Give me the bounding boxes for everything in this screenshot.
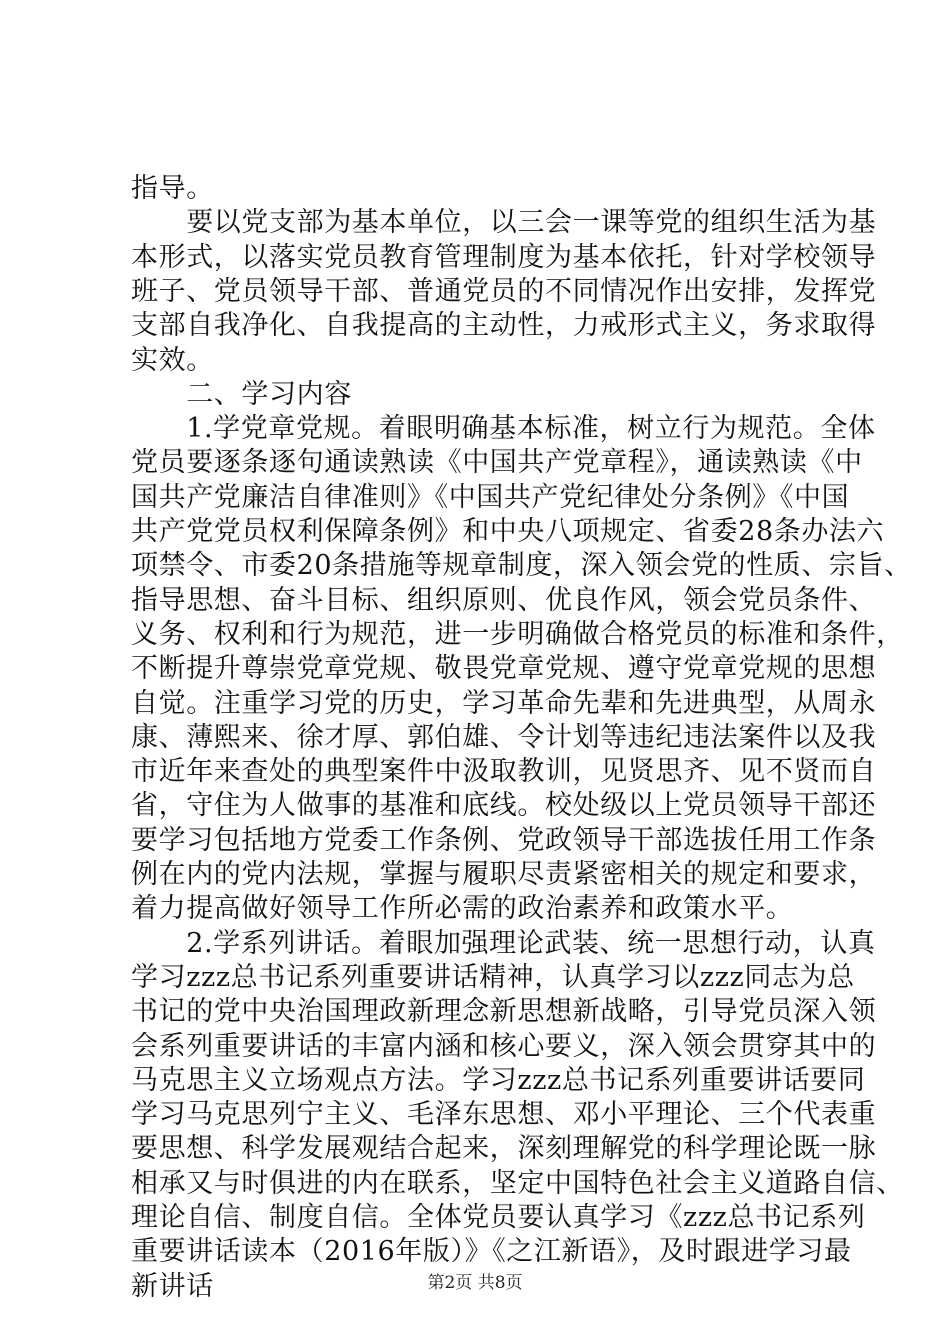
- text-line: 义务、权利和行为规范，进一步明确做合格党员的标准和条件，: [131, 618, 904, 650]
- text-line: 学习zzz总书记系列重要讲话精神，认真学习以zzz同志为总: [131, 961, 855, 993]
- text-line: 理论自信、制度自信。全体党员要认真学习《zzz总书记系列: [131, 1202, 866, 1233]
- text-line: 不断提升尊崇党章党规、敬畏党章党规、遵守党章党规的思想: [131, 653, 877, 685]
- text-line: 指导。: [131, 173, 214, 204]
- text-line: 马克思主义立场观点方法。学习zzz总书记系列重要讲话要同: [131, 1064, 866, 1096]
- text-line: 省，守住为人做事的基准和底线。校处级以上党员领导干部还: [131, 790, 877, 822]
- text-line: 支部自我净化、自我提高的主动性，力戒形式主义，务求取得: [131, 310, 877, 342]
- text-line: 实效。: [131, 344, 214, 376]
- text-line: 康、薄熙来、徐才厚、郭伯雄、令计划等违纪违法案件以及我: [131, 721, 877, 753]
- text-line: 书记的党中央治国理政新理念新思想新战略，引导党员深入领: [131, 996, 877, 1028]
- text-line: 例在内的党内法规，掌握与履职尽责紧密相关的规定和要求，: [131, 859, 877, 890]
- text-line: 1.学党章党规。着眼明确基本标准，树立行为规范。全体: [131, 413, 876, 445]
- text-line: 要学习包括地方党委工作条例、党政领导干部选拔任用工作条: [131, 824, 877, 856]
- text-line: 共产党党员权利保障条例》和中央八项规定、省委28条办法六: [131, 516, 885, 547]
- text-line: 本形式，以落实党员教育管理制度为基本依托，针对学校领导: [131, 241, 877, 273]
- text-line: 学习马克思列宁主义、毛泽东思想、邓小平理论、三个代表重: [131, 1099, 877, 1131]
- text-line: 要思想、科学发展观结合起来，深刻理解党的科学理论既一脉: [131, 1133, 877, 1165]
- text-line: 要以党支部为基本单位，以三会一课等党的组织生活为基: [131, 207, 877, 239]
- text-line: 党员要逐条逐句通读熟读《中国共产党章程》，通读熟读《中: [131, 447, 863, 479]
- text-line: 班子、党员领导干部、普通党员的不同情况作出安排，发挥党: [131, 275, 877, 307]
- text-line: 重要讲话读本（2016年版）》《之江新语》，及时跟进学习最: [131, 1236, 852, 1268]
- text-line: 会系列重要讲话的丰富内涵和核心要义，深入领会贯穿其中的: [131, 1030, 877, 1062]
- text-line: 二、学习内容: [131, 378, 352, 410]
- text-line: 着力提高做好领导工作所必需的政治素养和政策水平。: [131, 893, 794, 925]
- text-line: 自觉。注重学习党的历史，学习革命先辈和先进典型，从周永: [131, 687, 877, 719]
- text-line: 项禁令、市委20条措施等规章制度，深入领会党的性质、宗旨、: [131, 550, 912, 582]
- page-footer: 第2页 共8页: [427, 1273, 523, 1293]
- text-line: 市近年来查处的典型案件中汲取教训，见贤思齐、见不贤而自: [131, 756, 877, 788]
- text-line: 相承又与时俱进的内在联系，坚定中国特色社会主义道路自信、: [131, 1167, 904, 1199]
- text-line: 2.学系列讲话。着眼加强理论武装、统一思想行动，认真: [131, 927, 876, 959]
- text-line: 新讲话: [131, 1270, 214, 1302]
- text-line: 指导思想、奋斗目标、组织原则、优良作风，领会党员条件、: [131, 584, 877, 616]
- text-line: 国共产党廉洁自律准则》《中国共产党纪律处分条例》《中国: [131, 481, 850, 513]
